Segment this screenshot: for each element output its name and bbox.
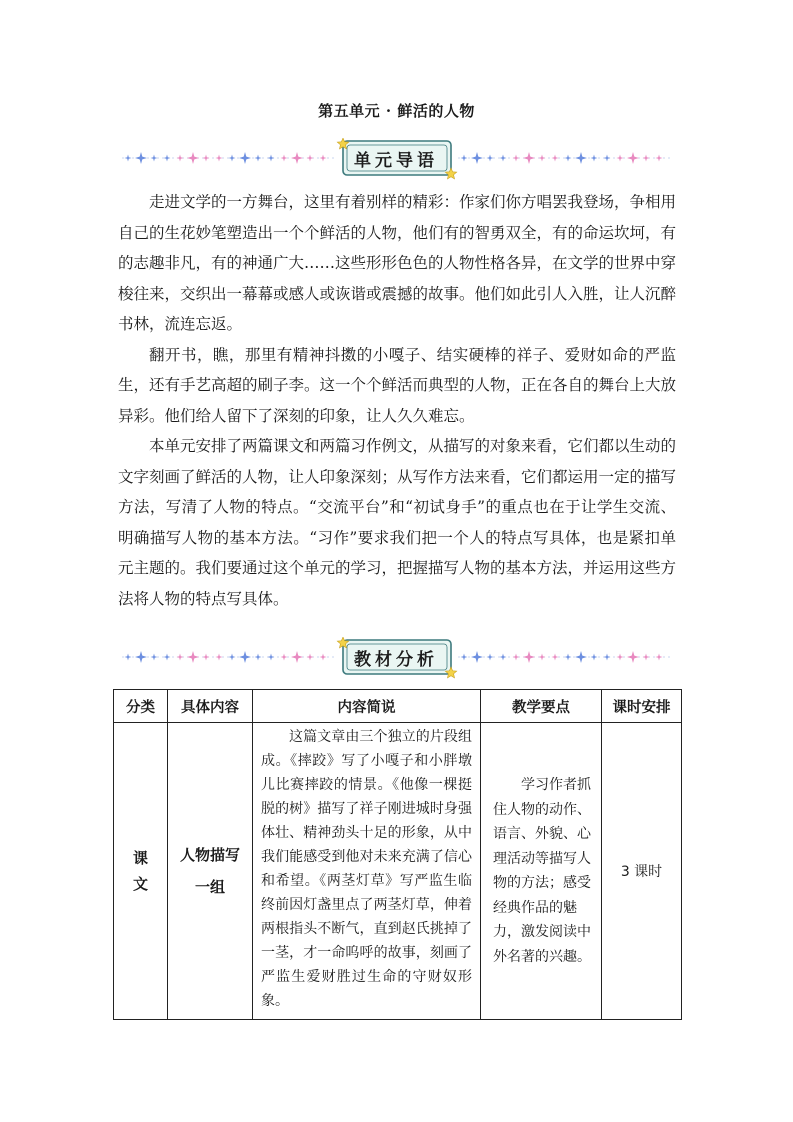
cell-summary: 这篇文章由三个独立的片段组成。《摔跤》写了小嘎子和小胖墩儿比赛摔跤的情景。《他像一棵挺脱的树》描写了祥子刚进城时身强体壮、精神劲头十足的形象，从中我们能感受到他对未来充满了信心和希望。《两茎灯草》写严监生临终前因灯盏里点了两茎灯草，伸着两根指头不断气，直到赵氏挑掉了一茎，才一命呜呼的故事，刻画了严监生爱财胜过生命的守财奴形象。	[253, 723, 481, 1020]
cell-content: 人物描写一组	[168, 723, 253, 1020]
banner-label-guide: 单元导语	[354, 150, 438, 171]
table-header-row	[114, 690, 682, 723]
materials-analysis-table	[113, 689, 682, 1020]
header-teaching-points: 教学要点	[481, 690, 602, 723]
header-category: 分类	[114, 690, 168, 723]
header-summary: 内容简说	[253, 690, 481, 723]
header-content: 具体内容	[168, 690, 253, 723]
banner-label-analysis: 教材分析	[354, 649, 438, 670]
table-row	[114, 723, 682, 1020]
unit-introduction	[118, 187, 676, 614]
cell-lesson-hours: 3 课时	[602, 723, 682, 1020]
section-banner-guide	[118, 138, 674, 182]
section-banner-analysis	[118, 637, 674, 681]
cell-teaching-points: 学习作者抓住人物的动作、语言、外貌、心理活动等描写人物的方法；感受经典作品的魅力，激发阅读中外名著的兴趣。	[481, 723, 602, 1020]
intro-paragraph: 本单元安排了两篇课文和两篇习作例文，从描写的对象来看，它们都以生动的文字刻画了鲜活的人物，让人印象深刻；从写作方法来看，它们都运用一定的描写方法，写清了人物的特点。“交流平台”和“初试身手”的重点也在于让学生交流、明确描写人物的基本方法。“习作”要求我们把一个人的特点写具体，也是紧扣单元主题的。我们要通过这个单元的学习，把握描写人物的基本方法，并运用这些方法将人物的特点写具体。	[118, 437, 677, 608]
page-title: 第五单元 · 鲜活的人物	[318, 102, 475, 120]
cell-category: 课文	[114, 723, 168, 1020]
intro-paragraph: 翻开书，瞧，那里有精神抖擞的小嘎子、结实硬棒的祥子、爱财如命的严监生，还有手艺高超的刷子李。这一个个鲜活而典型的人物，正在各自的舞台上大放异彩。他们给人留下了深刻的印象，让人久久难忘。	[118, 345, 677, 425]
intro-paragraph: 走进文学的一方舞台，这里有着别样的精彩：作家们你方唱罢我登场，争相用自己的生花妙笔塑造出一个个鲜活的人物，他们有的智勇双全，有的命运坎坷，有的志趣非凡，有的神通广大……这些形形色色的人物性格各异，在文学的世界中穿梭往来，交织出一幕幕或感人或诙谐或震撼的故事。他们如此引人入胜，让人沉醉书林，流连忘返。	[118, 193, 677, 333]
header-lesson-hours: 课时安排	[602, 690, 682, 723]
